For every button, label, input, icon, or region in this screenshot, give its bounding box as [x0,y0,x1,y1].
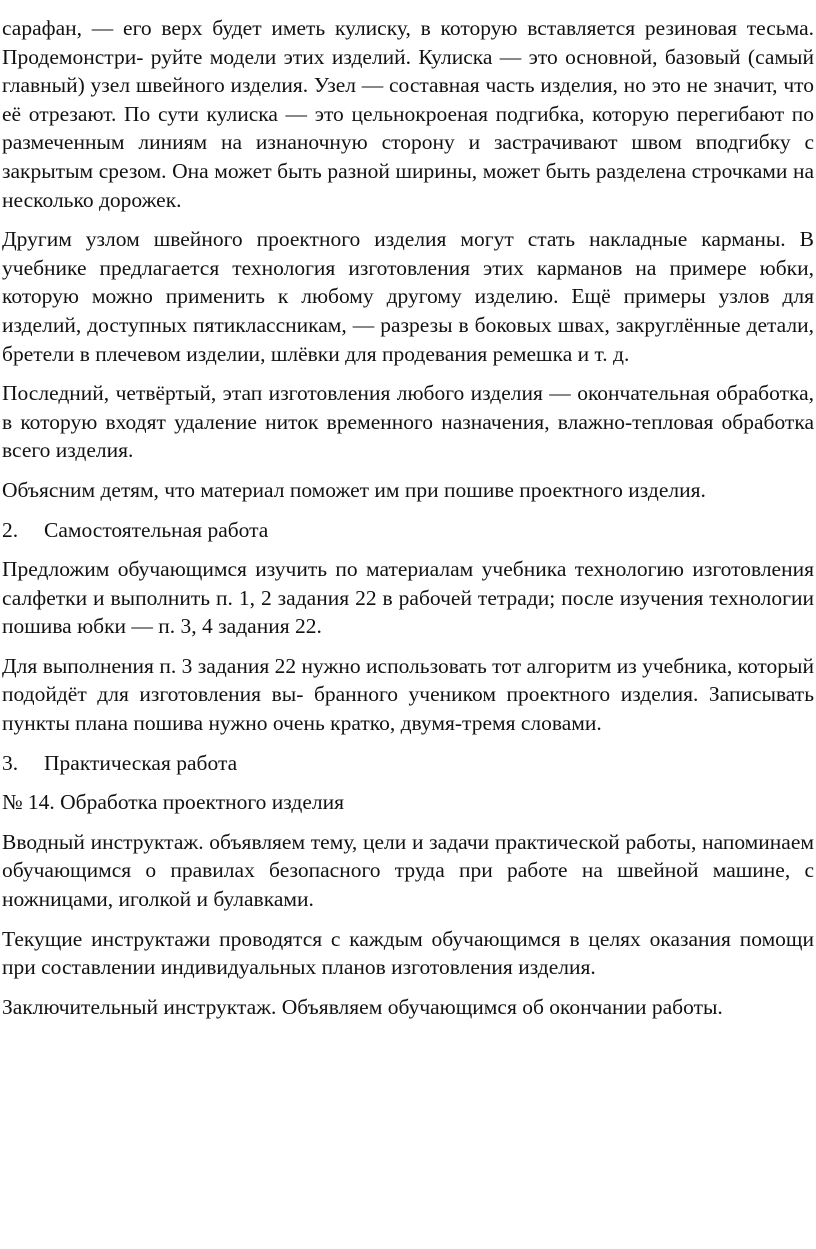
section-title: Самостоятельная работа [44,517,269,542]
section-number: 3. [2,750,19,775]
paragraph-intro-briefing: Вводный инструктаж. объявляем тему, цели и задачи практической работы, напоминаем обучающимся о правилах безопасного труда при работе на швейной машине, с ножницами, иголкой и булавками. [2,829,814,912]
paragraph-study-task: Предложим обучающимся изучить по материалам учебника технологию изготовления салфетки и выполнить п. 1, 2 задания 22 в рабочей тетради; после изучения технологии пошива юбки — п. 3, 4 задания 22. [2,557,814,639]
paragraph-explain: Объясним детям, что материал поможет им при пошиве проектного изделия. [2,477,706,502]
paragraph-pockets: Другим узлом швейного проектного изделия могут стать накладные карманы. В учебнике предлагается технология изготовления этих карманов на примере юбки, которую можно применить к любому другому изделию. Ещё примеры узлов для изделий, доступных пятиклассникам, — разрезы в боковых швах, закруглённые детали, бретели в плечевом изделии, шлёвки для продевания ремешка и т. д. [2,227,814,366]
section-number: 2. [2,517,19,542]
paragraph-final-briefing: Заключительный инструктаж. Объявляем обучающимся об окончании работы. [2,994,723,1019]
paragraph-algorithm: Для выполнения п. 3 задания 22 нужно использовать тот алгоритм из учебника, который подойдёт для изготовления вы- бранного учеником проектного изделия. Записывать пункты плана пошива нужно очень кратко, двумя-тремя словами. [2,653,814,736]
section-title: Практическая работа [44,750,238,775]
paragraph-kulisa: сарафан, — его верх будет иметь кулиску, в которую вставляется резиновая тесьма. Продемонстри- руйте модели этих изделий. Кулиска — это основной, базовый (самый главный) узел швейного изделия. Узел — составная часть изделия, но это не значит, что её отрезают. По сути кулиска — это цельнокроеная подгибка, которую перегибают по размеченным линиям на изнаночную сторону и застрачивают швом вподгибку с закрытым срезом. Она может быть разной ширины, может быть разделена строчками на несколько дорожек. [2,16,814,212]
section-heading-practical-work [2,749,814,778]
paragraph-final-stage: Последний, четвёртый, этап изготовления любого изделия — окончательная обработка, в которую входят удаление ниток временного назначения, влажно-тепловая обработка всего изделия. [2,381,814,463]
section-heading-independent-work [2,516,814,545]
paragraph-work-title: № 14. Обработка проектного изделия [2,790,344,815]
paragraph-current-briefing: Текущие инструктажи проводятся с каждым обучающимся в целях оказания помощи при составлении индивидуальных планов изготовления изделия. [2,926,814,980]
